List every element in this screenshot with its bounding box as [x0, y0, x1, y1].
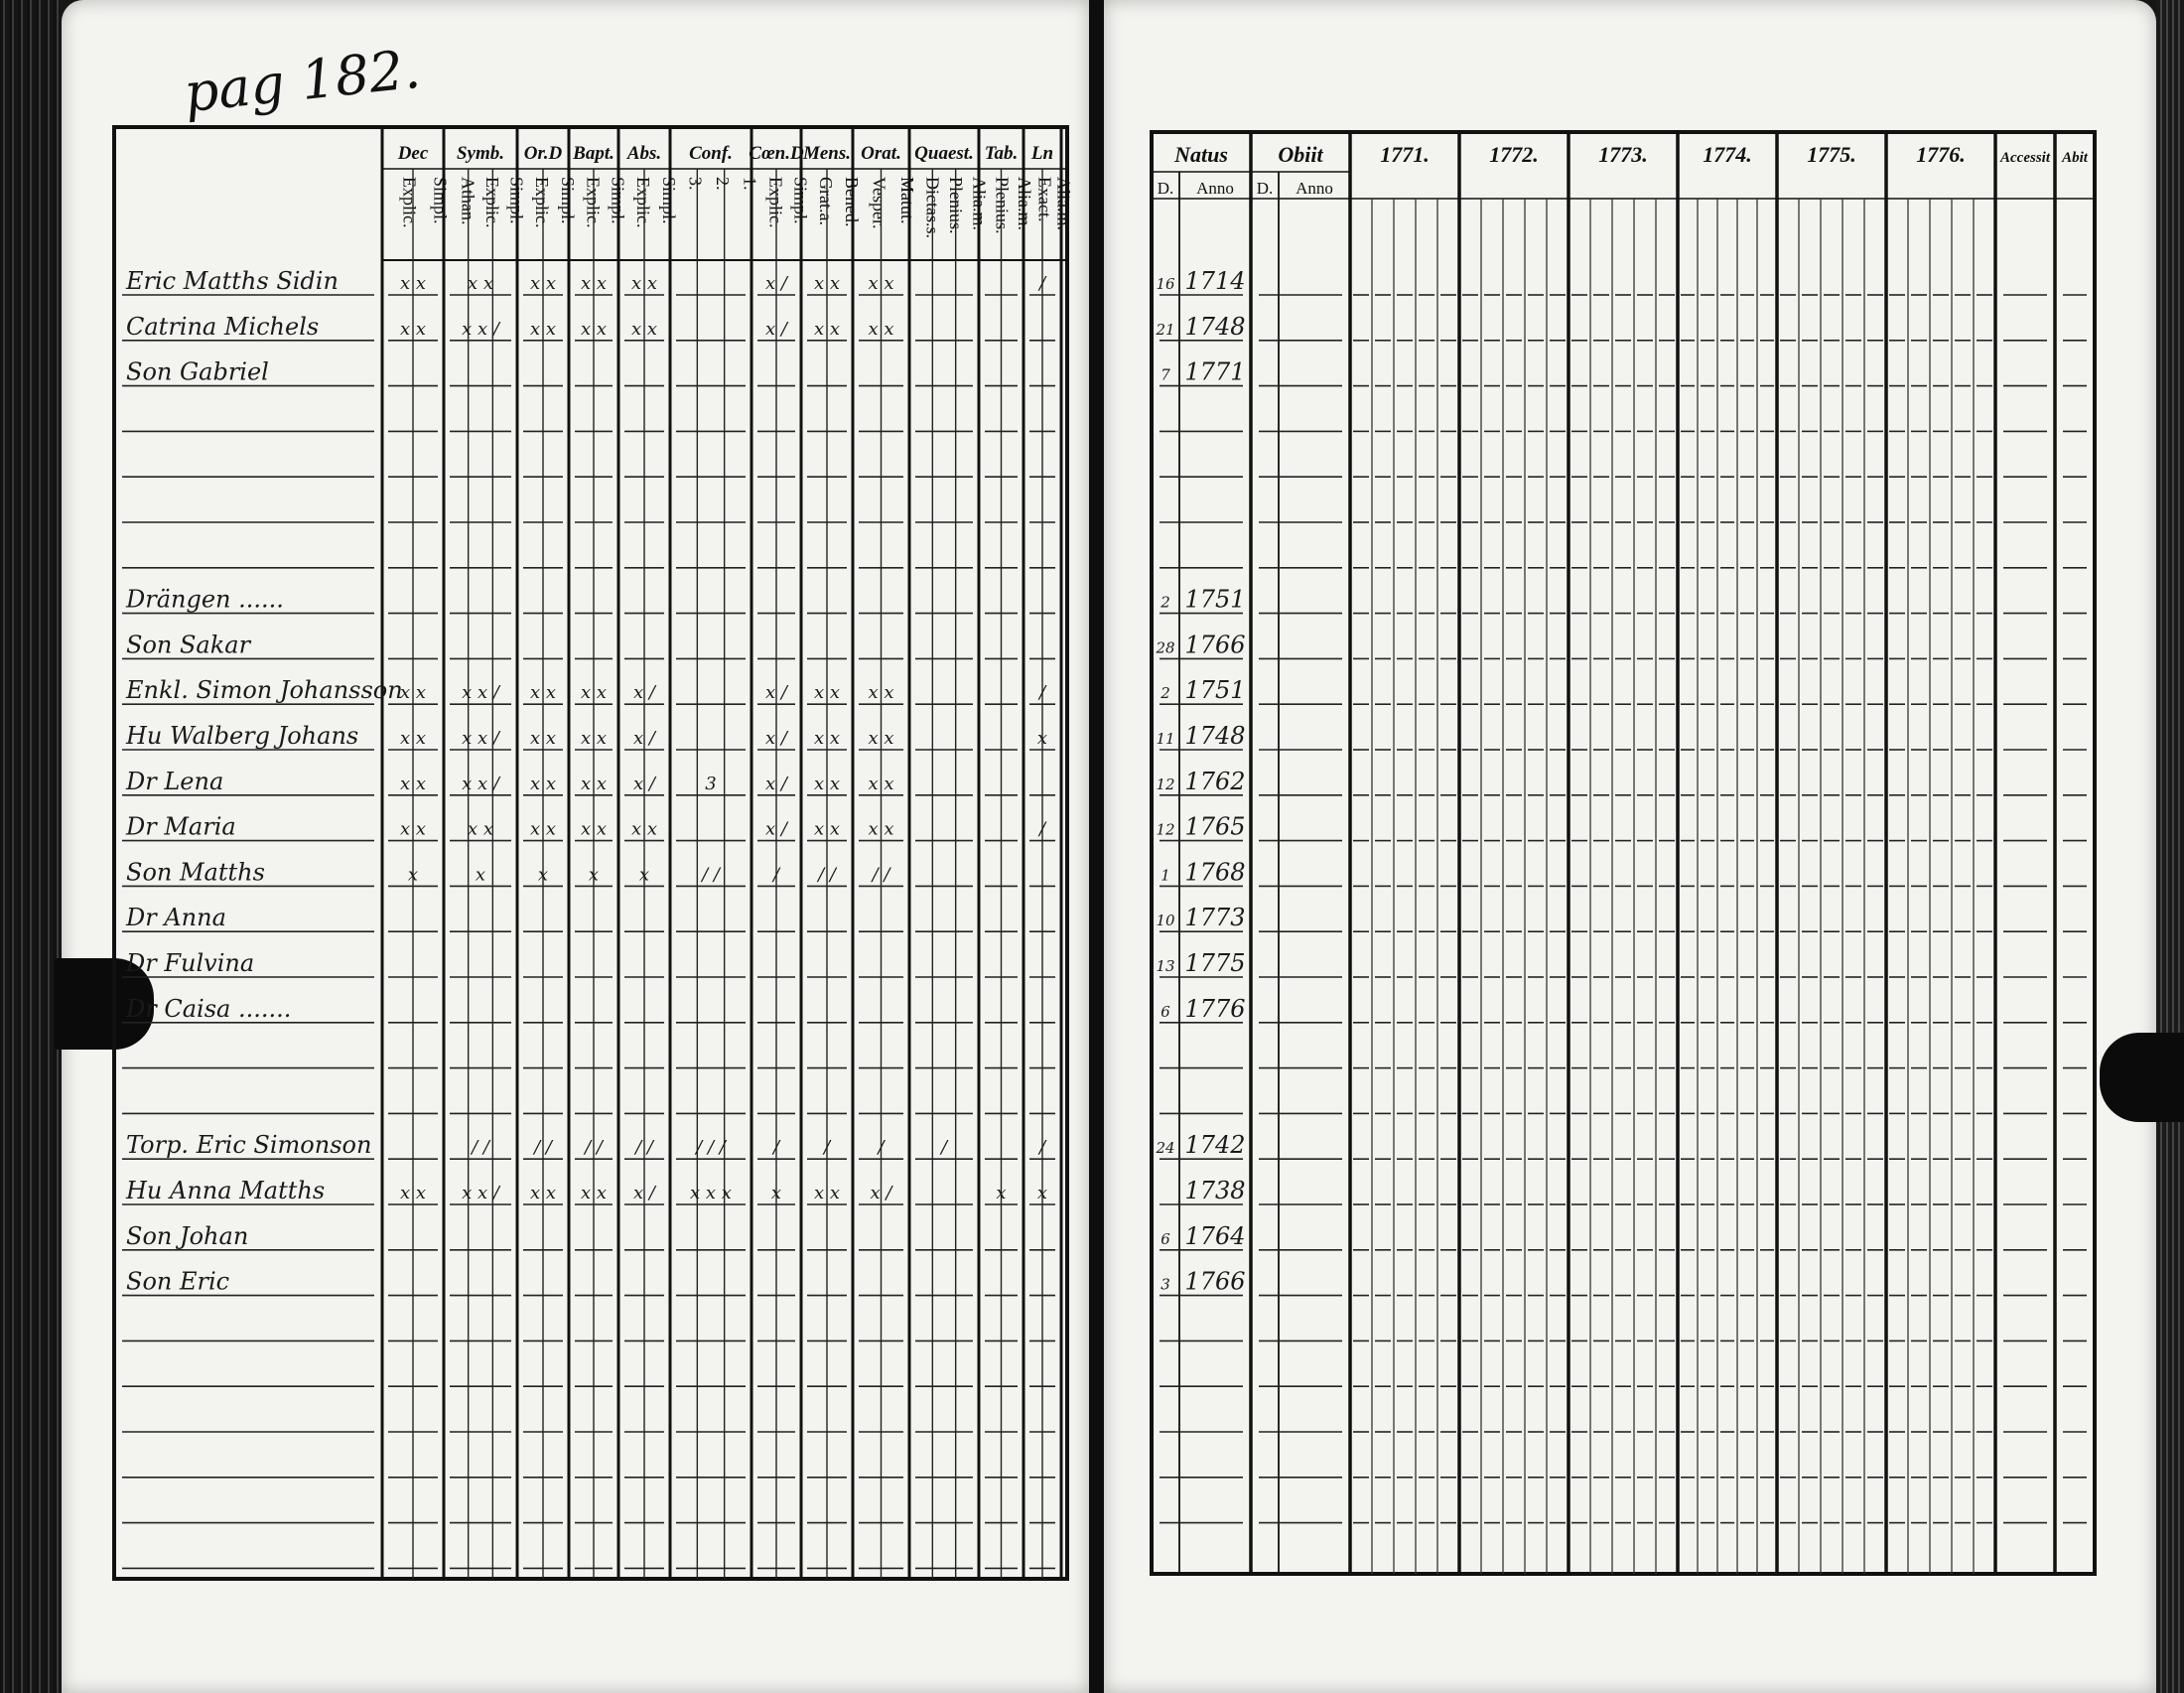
exam-mark: x x: [868, 682, 894, 704]
column-sub-label: Simpl.: [659, 177, 679, 224]
right-column-label: 1773.: [1598, 142, 1648, 167]
exam-mark: /: [1038, 818, 1046, 840]
birth-year: 1762: [1184, 767, 1246, 795]
column-group-label: Cœn.D: [749, 143, 804, 164]
column-group-label: Quaest.: [914, 143, 974, 164]
column-sub-label: Bened.: [842, 177, 862, 227]
exam-mark: x x: [868, 818, 894, 840]
birth-year: 1766: [1184, 631, 1246, 659]
exam-mark: x: [770, 1183, 782, 1203]
right-column-label: Natus: [1174, 142, 1228, 167]
exam-mark: x /: [765, 682, 787, 704]
birth-day: 11: [1156, 730, 1175, 748]
exam-mark: x /: [765, 318, 787, 340]
exam-mark: x /: [633, 682, 655, 704]
birth-day: 2: [1160, 684, 1170, 703]
exam-mark: x x: [399, 773, 427, 794]
birth-day: 12: [1156, 820, 1175, 839]
exam-mark: x x /: [462, 728, 499, 749]
exam-mark: x x: [529, 318, 557, 340]
right-column-label: Obiit: [1278, 142, 1323, 167]
exam-mark: /: [1038, 1137, 1046, 1159]
resident-name: Son Johan: [126, 1221, 249, 1250]
birth-day: 12: [1156, 775, 1175, 793]
birth-year: 1764: [1184, 1221, 1246, 1250]
column-sub-label: Simpl.: [506, 177, 527, 224]
exam-mark: x /: [765, 818, 787, 840]
column-group-label: Mens.: [802, 143, 852, 164]
right-column-label: 1775.: [1807, 142, 1856, 167]
column-group-label: Tab.: [984, 143, 1019, 164]
column-sub-label: Explic.: [532, 177, 552, 228]
exam-mark: x x: [813, 1183, 841, 1203]
resident-name: Son Matths: [126, 858, 265, 887]
resident-name: Torp. Eric Simonson: [126, 1131, 372, 1160]
column-sub-label: 3.: [685, 177, 706, 191]
birth-year: 1773: [1184, 904, 1246, 932]
resident-name: Drängen ......: [126, 585, 284, 614]
birth-year: 1714: [1184, 267, 1246, 295]
column-sub-label: Explic.: [765, 177, 786, 228]
column-sub-label: Matut.: [896, 177, 917, 224]
resident-name: Son Sakar: [126, 631, 251, 659]
right-table: [1152, 132, 2095, 1574]
resident-name: Dr Fulvina: [126, 949, 255, 977]
right-column-label: Accessit: [2000, 150, 2050, 166]
exam-mark: x: [407, 864, 419, 886]
exam-mark: x x: [868, 318, 894, 340]
birth-year: 1771: [1184, 357, 1246, 386]
exam-mark: x /: [633, 1183, 655, 1203]
exam-mark: x x: [529, 773, 557, 794]
exam-mark: x x x: [690, 1183, 732, 1203]
exam-mark: x: [537, 864, 549, 886]
exam-mark: x /: [765, 728, 787, 749]
birth-day: 3: [1160, 1275, 1170, 1294]
exam-mark: x x: [399, 818, 427, 840]
exam-mark: x x: [580, 682, 608, 704]
exam-mark: x x: [399, 318, 427, 340]
exam-mark: / /: [635, 1137, 653, 1159]
exam-mark: x x: [529, 818, 557, 840]
exam-mark: x x: [813, 773, 841, 794]
birth-day: 1: [1160, 866, 1170, 885]
resident-name: Dr Lena: [126, 767, 224, 795]
right-sub-label: D.: [1157, 179, 1174, 198]
column-sub-label: Grat.a.: [816, 177, 836, 225]
exam-mark: x x: [399, 273, 427, 294]
birth-day: 2: [1160, 593, 1170, 612]
resident-name: Hu Anna Matths: [126, 1177, 326, 1204]
column-sub-label: Explic.: [583, 177, 604, 228]
exam-mark: x x: [813, 273, 841, 294]
right-column-label: 1774.: [1703, 142, 1752, 167]
column-sub-label: Plenius.: [992, 177, 1013, 234]
right-table-border: [1152, 132, 2095, 1574]
birth-year: 1748: [1184, 312, 1246, 341]
exam-mark: x x: [399, 1183, 427, 1203]
exam-mark: x x /: [462, 1183, 499, 1203]
column-group-label: Symb.: [456, 143, 505, 164]
exam-mark: x x: [529, 1183, 557, 1203]
birth-day: 21: [1156, 320, 1175, 339]
exam-mark: x x: [580, 273, 608, 294]
column-sub-label: Athan.: [458, 177, 478, 225]
birth-year: 1768: [1184, 858, 1246, 887]
birth-day: 16: [1156, 275, 1175, 293]
birth-year: 1775: [1184, 949, 1246, 977]
exam-mark: /: [940, 1137, 948, 1159]
exam-mark: x x: [580, 773, 608, 794]
column-sub-label: Simpl.: [790, 177, 811, 224]
exam-mark: x x /: [462, 682, 499, 704]
column-sub-label: Vesper.: [869, 177, 889, 229]
exam-mark: x x: [813, 818, 841, 840]
exam-mark: x x: [399, 682, 427, 704]
left-table-border: [114, 127, 1067, 1579]
birth-day: 13: [1156, 957, 1175, 975]
birth-year: 1748: [1184, 722, 1246, 750]
exam-mark: x x: [868, 773, 894, 794]
exam-mark: / /: [534, 1137, 552, 1159]
exam-mark: /: [1038, 273, 1046, 294]
resident-name: Son Eric: [126, 1267, 230, 1296]
right-sub-label: Anno: [1196, 179, 1234, 198]
exam-mark: x x /: [462, 773, 499, 794]
exam-mark: x x: [580, 318, 608, 340]
exam-mark: x /: [633, 728, 655, 749]
exam-mark: 3: [705, 773, 717, 794]
column-sub-label: Plenius.: [946, 177, 966, 234]
resident-name: Eric Matths Sidin: [126, 267, 339, 295]
exam-mark: x x: [813, 318, 841, 340]
right-sub-label: D.: [1256, 179, 1274, 198]
exam-mark: x x: [529, 682, 557, 704]
right-column-label: 1772.: [1489, 142, 1539, 167]
column-sub-label: Alia.m.: [969, 177, 990, 230]
exam-mark: x x: [529, 273, 557, 294]
exam-mark: x x: [813, 682, 841, 704]
exam-mark: /: [823, 1137, 831, 1159]
exam-mark: x x: [580, 1183, 608, 1203]
exam-mark: x: [1036, 728, 1048, 749]
column-sub-label: Explic.: [399, 177, 420, 228]
exam-mark: x x: [630, 318, 658, 340]
exam-mark: x x /: [462, 318, 499, 340]
right-column-label: 1776.: [1916, 142, 1966, 167]
birth-year: 1751: [1184, 585, 1246, 614]
column-group-label: Or.D: [523, 143, 563, 164]
right-column-label: 1771.: [1380, 142, 1430, 167]
resident-name: Dr Caisa .......: [126, 994, 292, 1023]
birth-year: 1765: [1184, 812, 1246, 841]
column-group-label: Orat.: [861, 143, 901, 164]
left-table: [114, 127, 1074, 1579]
column-group-label: Dec: [397, 143, 429, 164]
exam-mark: x /: [870, 1183, 892, 1203]
resident-name: Enkl. Simon Johansson: [126, 676, 403, 705]
exam-mark: /: [772, 864, 780, 886]
exam-mark: /: [1038, 682, 1046, 704]
column-sub-label: Explic.: [482, 177, 502, 228]
right-column-label: Abit: [2062, 150, 2088, 166]
exam-mark: x: [996, 1183, 1007, 1203]
birth-year: 1742: [1184, 1131, 1246, 1160]
exam-mark: x x: [580, 728, 608, 749]
column-sub-label: Explic.: [633, 177, 653, 228]
birth-year: 1751: [1184, 676, 1246, 705]
birth-day: 24: [1156, 1139, 1175, 1158]
birth-day: 6: [1160, 1229, 1170, 1248]
exam-mark: x x: [467, 273, 494, 294]
exam-mark: x: [638, 864, 650, 886]
page-number: pag 182.: [181, 37, 424, 125]
exam-mark: x x: [868, 273, 894, 294]
birth-year: 1766: [1184, 1267, 1246, 1296]
resident-name: Catrina Michels: [126, 312, 320, 341]
exam-mark: x /: [765, 273, 787, 294]
column-sub-label: Dictas.s.: [922, 177, 943, 238]
birth-day: 10: [1156, 912, 1175, 930]
exam-mark: /: [772, 1137, 780, 1159]
birth-day: 28: [1156, 638, 1175, 657]
birth-day: 7: [1160, 365, 1170, 384]
birth-day: 6: [1160, 1002, 1170, 1021]
exam-mark: x: [475, 864, 486, 886]
exam-mark: x /: [765, 773, 787, 794]
birth-year: 1738: [1184, 1177, 1246, 1204]
right-sub-label: Anno: [1296, 179, 1333, 198]
resident-name: Dr Maria: [126, 812, 236, 841]
resident-name: Dr Anna: [126, 904, 226, 932]
column-sub-label: Exact.: [1034, 177, 1055, 222]
exam-mark: x x: [399, 728, 427, 749]
exam-mark: / / /: [696, 1137, 726, 1159]
column-group-label: Bapt.: [573, 143, 614, 164]
exam-mark: / /: [472, 1137, 489, 1159]
column-sub-label: Simpl.: [558, 177, 578, 224]
exam-mark: x x: [529, 728, 557, 749]
exam-mark: x x: [813, 728, 841, 749]
exam-mark: / /: [872, 864, 890, 886]
column-group-label: Conf.: [689, 143, 733, 164]
exam-mark: /: [878, 1137, 885, 1159]
column-sub-label: Alia.m.: [1053, 177, 1074, 230]
exam-mark: / /: [818, 864, 836, 886]
column-sub-label: Simpl.: [608, 177, 628, 224]
exam-mark: x x: [630, 273, 658, 294]
column-sub-label: 2.: [713, 177, 733, 191]
resident-name: Son Gabriel: [126, 357, 269, 386]
exam-mark: / /: [585, 1137, 603, 1159]
column-sub-label: 1.: [740, 177, 760, 191]
column-sub-label: Simpl.: [430, 177, 451, 224]
exam-mark: x /: [633, 773, 655, 794]
exam-mark: x x: [580, 818, 608, 840]
exam-mark: x x: [630, 818, 658, 840]
column-sub-label: Alia.m.: [1014, 177, 1034, 230]
exam-mark: x: [588, 864, 600, 886]
resident-name: Hu Walberg Johans: [126, 722, 359, 750]
column-group-label: Abs.: [626, 143, 662, 164]
birth-year: 1776: [1184, 994, 1246, 1023]
column-group-label: Ln: [1030, 143, 1054, 164]
exam-mark: x x: [868, 728, 894, 749]
exam-mark: x x: [467, 818, 494, 840]
exam-mark: x: [1036, 1183, 1048, 1203]
exam-mark: / /: [702, 864, 720, 886]
